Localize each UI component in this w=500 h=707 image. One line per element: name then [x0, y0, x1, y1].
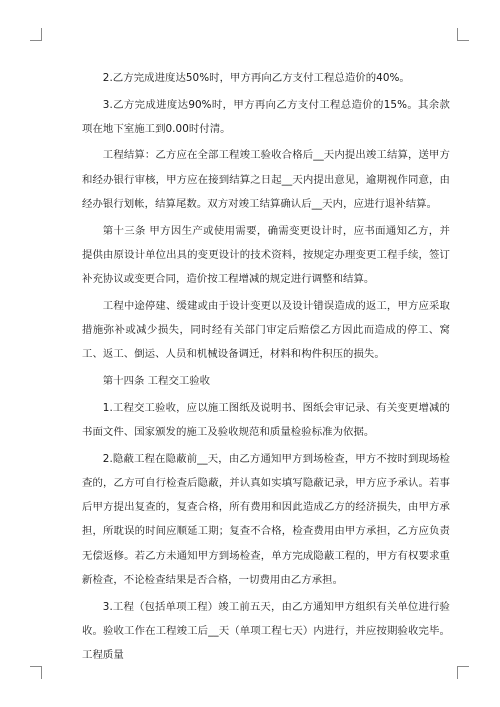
- paragraph-losses: 工程中途停建、缓建或由于设计变更以及设计错误造成的返工，甲方应采取措施弥补或减少损失，同时经有关部门审定后赔偿乙方因此而造成的停工、窝工、返工、倒运、人员和机械设备调迁，材料和构件积压的损失。: [82, 299, 450, 361]
- crop-mark-top-right-v: [457, 28, 458, 41]
- article-14-heading: 第十四条 工程交工验收: [102, 375, 211, 388]
- crop-mark-bottom-right-h: [457, 666, 469, 667]
- document-body: [82, 66, 450, 670]
- paragraph-article-13: 第十三条 甲方因生产或使用需要，确需变更设计时，应书面通知乙方，并提供由原设计单位出具的变更设计的技术资料，按规定办理变更工程手续，签订补充协议或变更合同，造价按工程增减的规定进行调整和结算。: [82, 224, 450, 286]
- crop-mark-bottom-left-v: [41, 666, 42, 679]
- paragraph-acceptance-basis: 1.工程交工验收，应以施工图纸及说明书、图纸会审记录、有关变更增减的书面文件、国家颁发的施工及验收规范和质量检验标准为依据。: [82, 401, 450, 438]
- paragraph-concealed-works: 2.隐蔽工程在隐蔽前__天，由乙方通知甲方到场检查，甲方不按时到现场检查的，乙方可自行检查后隐蔽，并认真如实填写隐蔽记录，甲方应予承认。若事后甲方提出复查的，复查合格，所有费用和因此造成乙方的经济损失，由甲方承担，所耽误的时间应顺延工期；复查不合格，检查费用由甲方承担，乙方应负责无偿返修。若乙方未通知甲方到场检查，单方完成隐蔽工程的，甲方有权要求重新检查，不论检查结果是否合格，一切费用由乙方承担。: [82, 452, 450, 587]
- paragraph-settlement: 工程结算：乙方应在全部工程竣工验收合格后__天内提出竣工结算，送甲方和经办银行审核，甲方应在接到结算之日起__天内提出意见，逾期视作同意，由经办银行划帐，结算尾数。双方对竣工结算确认后__天内，应进行退补结算。: [82, 149, 450, 211]
- crop-mark-top-left-v: [41, 28, 42, 41]
- paragraph-payment-50: 2.乙方完成进度达50%时，甲方再向乙方支付工程总造价的40%。: [102, 72, 410, 84]
- crop-mark-bottom-right-v: [457, 666, 458, 679]
- crop-mark-top-right-h: [457, 40, 469, 41]
- paragraph-payment-90: 3.乙方完成进度达90%时，甲方再向乙方支付工程总造价的15%。其余款项在地下室施工到0.00时付清。: [82, 98, 450, 135]
- paragraph-completion-acceptance: 3.工程（包括单项工程）竣工前五天，由乙方通知甲方组织有关单位进行验收。验收工作在工程竣工后__天（单项工程七天）内进行，并应按期验收完毕。工程质量: [82, 600, 450, 662]
